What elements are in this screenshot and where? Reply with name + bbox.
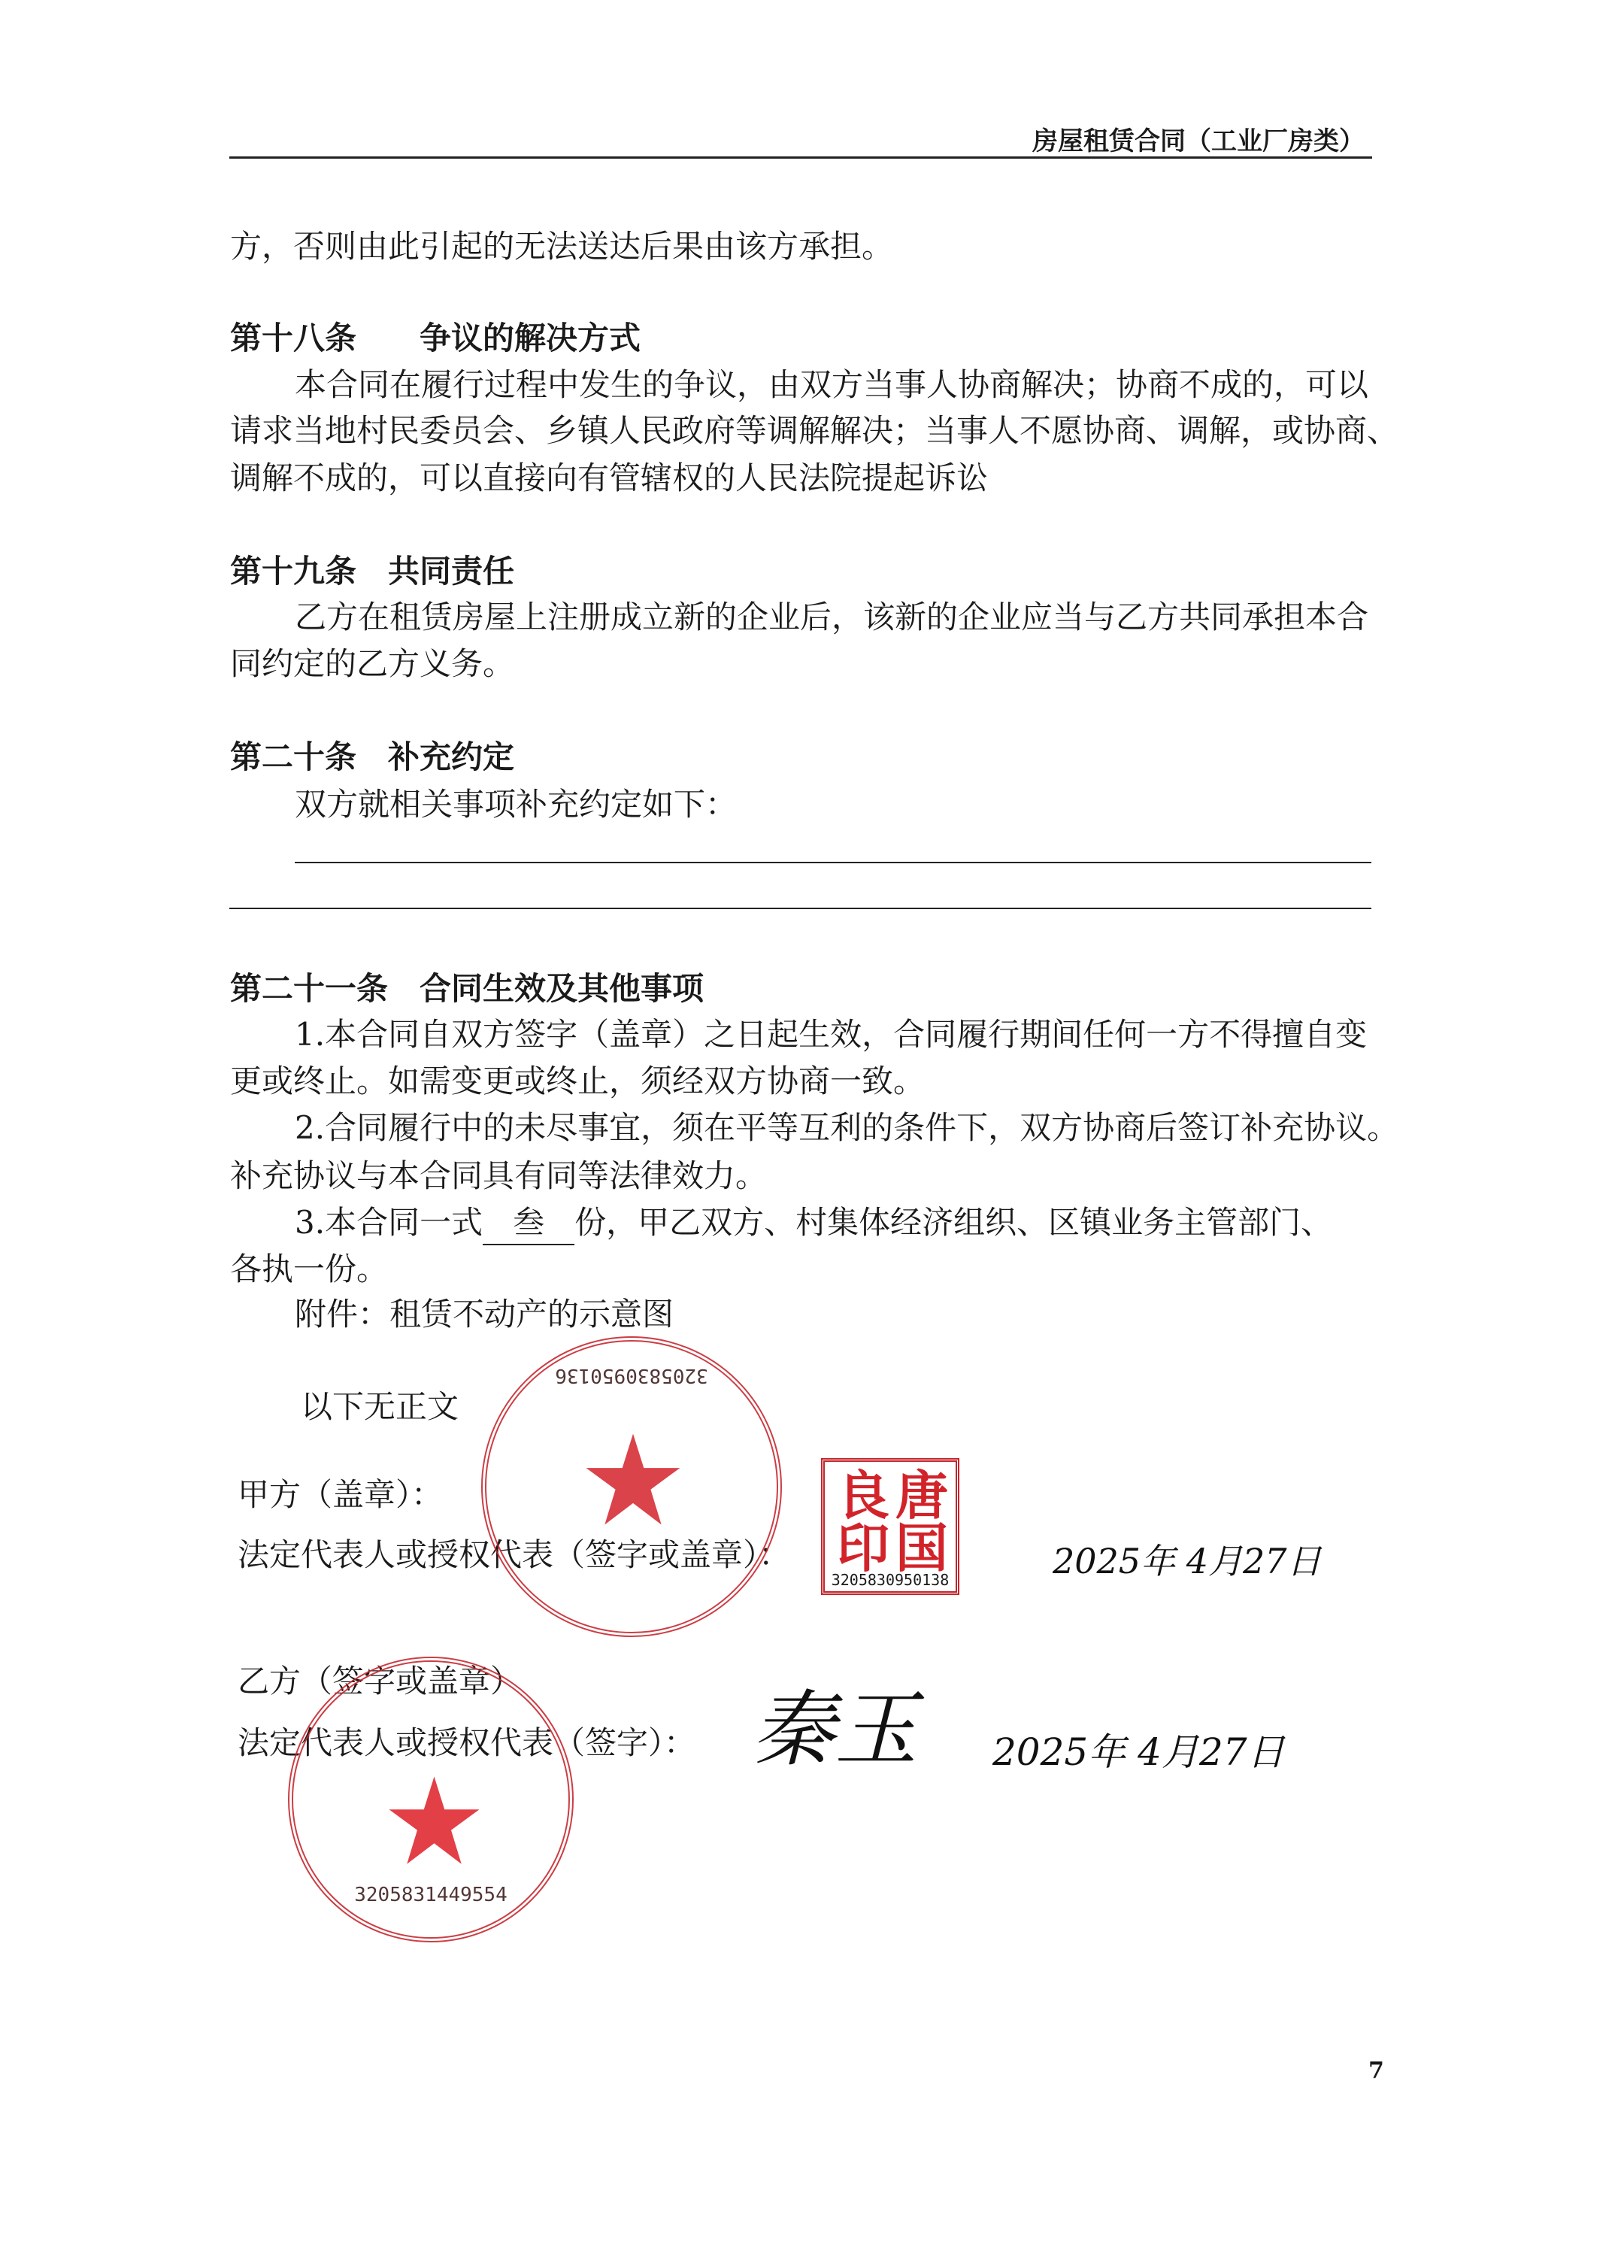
paragraph-line: 同约定的乙方义务。 [230, 645, 515, 682]
header-rule [229, 156, 1372, 159]
party-b-signature: 秦玉 [752, 1681, 917, 1778]
party-a-label: 甲方（盖章）： [238, 1476, 444, 1513]
seal-char: 良 [837, 1465, 889, 1527]
party-a-date: 2025年 4月27日 [1053, 1541, 1322, 1581]
page-number: 7 [1368, 2057, 1384, 2084]
no-more-text: 以下无正文 [301, 1388, 459, 1425]
running-header: 房屋租赁合同（工业厂房类） [1032, 126, 1365, 156]
copies-value: 叁 [483, 1202, 574, 1245]
copies-prefix: 3.本合同一式 [295, 1204, 483, 1241]
star-icon [387, 1775, 481, 1869]
paragraph-line [295, 1202, 1332, 1245]
paragraph-line: 补充协议与本合同具有同等法律效力。 [230, 1157, 768, 1194]
paragraph-line: 调解不成的，可以直接向有管辖权的人民法院提起诉讼 [230, 459, 989, 496]
personal-seal [821, 1458, 959, 1595]
blank-line [295, 862, 1371, 863]
paragraph-line: 更或终止。如需变更或终止，须经双方协商一致。 [230, 1063, 926, 1099]
party-a-official-seal [481, 1336, 782, 1637]
party-b-official-seal [288, 1657, 574, 1942]
paragraph-line: 请求当地村民委员会、乡镇人民政府等调解解决；当事人不愿协商、调解，或协商、 [230, 412, 1399, 449]
paragraph-line: 乙方在租赁房屋上注册成立新的企业后，该新的企业应当与乙方共同承担本合 [295, 599, 1369, 635]
paragraph-line: 1.本合同自双方签字（盖章）之日起生效，合同履行期间任何一方不得擅自变 [295, 1016, 1368, 1053]
party-a-rep-label: 法定代表人或授权代表（签字或盖章）： [238, 1536, 791, 1573]
seal-number: 3205831449554 [354, 1884, 508, 1906]
seal-char: 印 [837, 1518, 889, 1579]
party-b-date: 2025年 4月27日 [992, 1730, 1285, 1774]
star-icon [584, 1432, 682, 1530]
party-b-label: 乙方（签字或盖章） [238, 1663, 523, 1699]
article-19-title: 第十九条 共同责任 [230, 553, 515, 590]
attachment-line: 附件：租赁不动产的示意图 [295, 1296, 674, 1333]
article-18-title: 第十八条 争议的解决方式 [230, 320, 641, 356]
paragraph-line: 2.合同履行中的未尽事宜，须在平等互利的条件下，双方协商后签订补充协议。 [295, 1109, 1399, 1146]
paragraph-line: 各执一份。 [230, 1251, 389, 1287]
seal-char: 国 [895, 1518, 948, 1579]
article-21-title: 第二十一条 合同生效及其他事项 [230, 970, 704, 1007]
blank-line [229, 908, 1371, 909]
article-20-title: 第二十条 补充约定 [230, 738, 515, 775]
copies-suffix: 份，甲乙双方、村集体经济组织、区镇业务主管部门、 [574, 1204, 1333, 1241]
party-b-rep-label: 法定代表人或授权代表（签字）： [238, 1724, 696, 1761]
paragraph-line: 双方就相关事项补充约定如下： [295, 786, 738, 823]
paragraph-line: 方，否则由此引起的无法送达后果由该方承担。 [230, 228, 894, 265]
seal-char: 唐 [895, 1465, 948, 1527]
seal-number: 3205830950136 [555, 1364, 708, 1387]
paragraph-line: 本合同在履行过程中发生的争议，由双方当事人协商解决；协商不成的，可以 [295, 366, 1369, 403]
seal-number: 3205830950138 [831, 1571, 950, 1589]
